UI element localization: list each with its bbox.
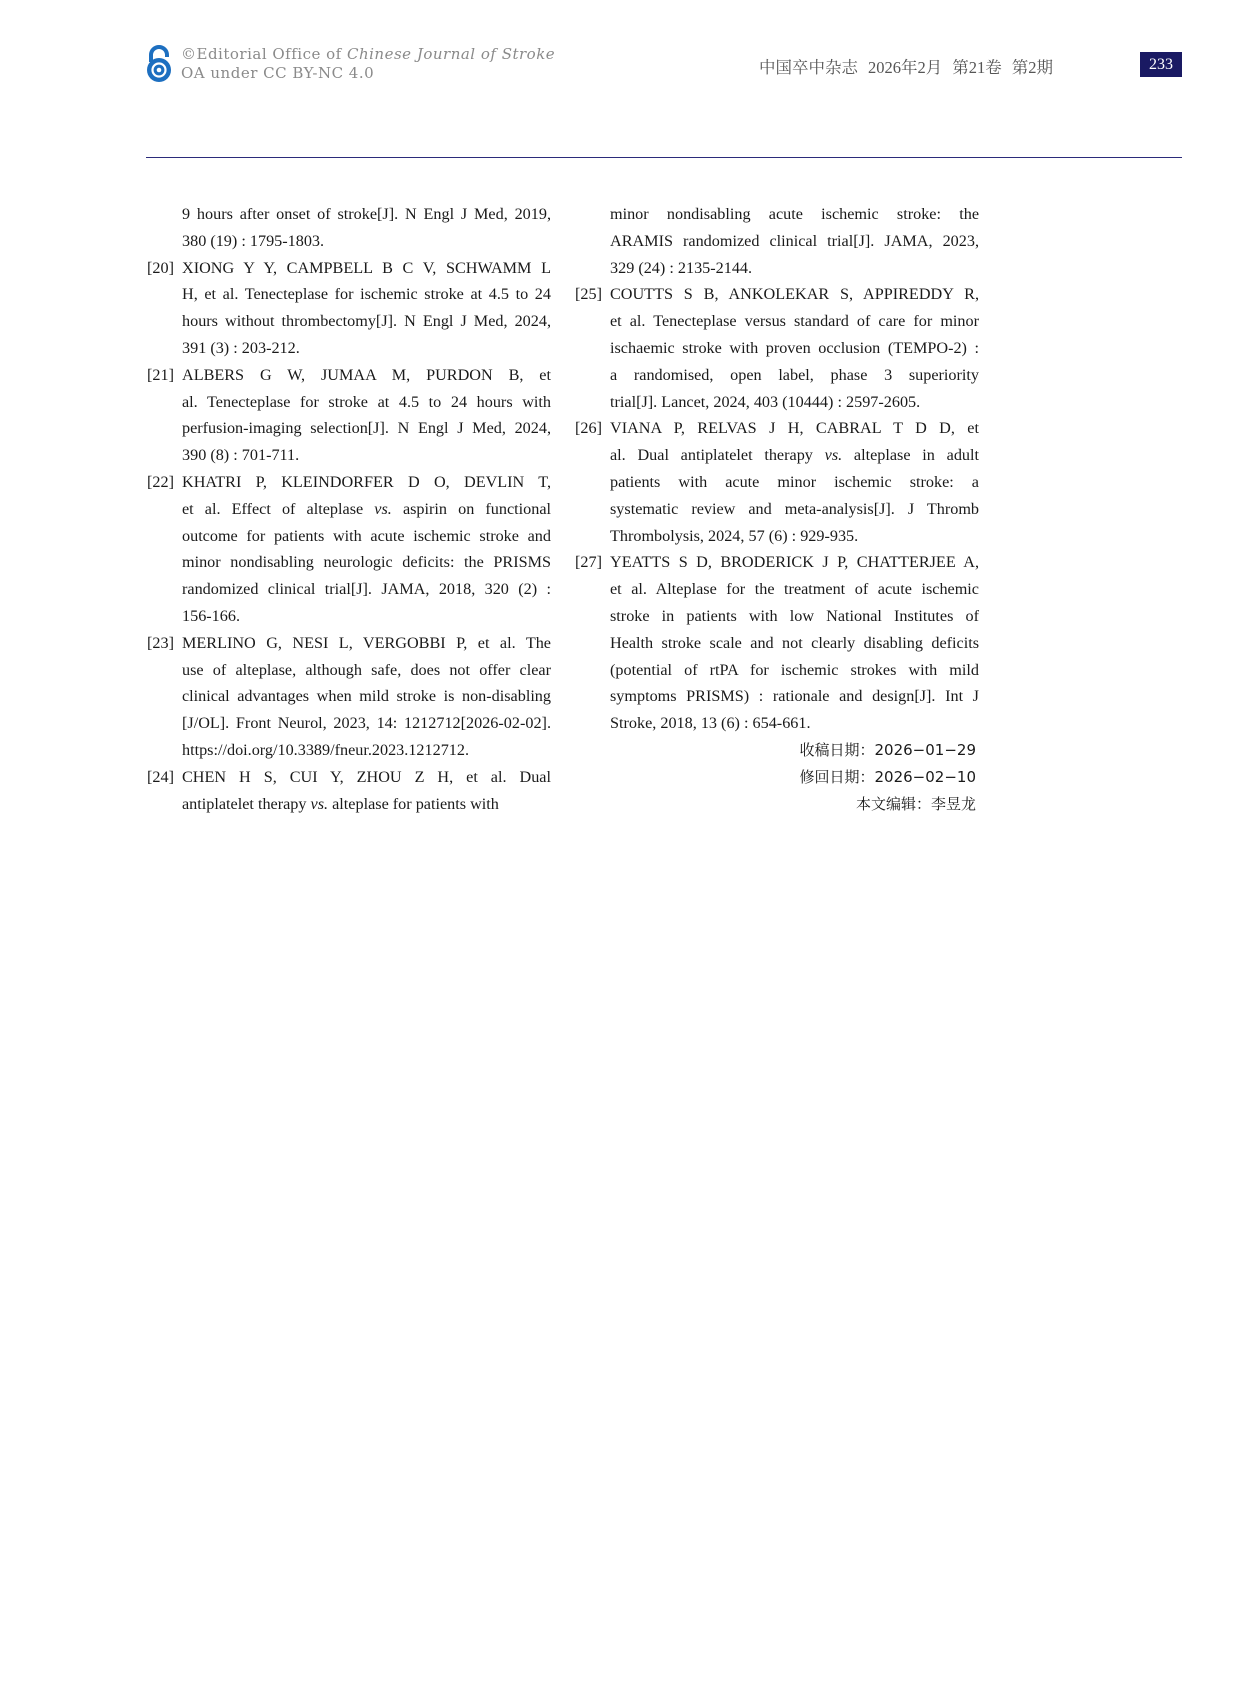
journal-name-en: Chinese Journal of Stroke: [347, 45, 556, 63]
reference-line: 391 (3) : 203-212.: [182, 338, 300, 357]
reference-line: https://doi.org/10.3389/fneur.2023.1212712.: [182, 740, 470, 759]
issue-date: 2026年2月: [868, 58, 943, 77]
reference-line: ARAMIS randomized clinical trial[J]. JAMA, 2023,: [610, 231, 979, 250]
reference-line: al. Dual antiplatelet therapy vs. alteplase in adult: [610, 446, 979, 465]
reference-line: VIANA P, RELVAS J H, CABRAL T D D, et: [610, 419, 979, 438]
reference-line: symptoms PRISMS) : rationale and design[J]. Int J: [610, 687, 979, 706]
reference-line: patients with acute minor ischemic stroke: a: [610, 472, 979, 491]
reference-item: [575, 549, 979, 737]
reference-line: CHEN H S, CUI Y, ZHOU Z H, et al. Dual: [182, 767, 551, 786]
reference-number: [24]: [147, 767, 174, 786]
reference-line: Health stroke scale and not clearly disabling deficits: [610, 633, 979, 652]
reference-line: (potential of rtPA for ischemic strokes with mild: [610, 660, 979, 679]
reference-line: minor nondisabling acute ischemic stroke: the: [610, 205, 979, 223]
header-divider: [146, 157, 1182, 158]
page-number: 233: [1140, 52, 1182, 77]
license-notice: [181, 45, 555, 83]
reference-line: clinical advantages when mild stroke is non-disabling: [182, 687, 551, 706]
reference-line: hours without thrombectomy[J]. N Engl J Med, 2024,: [182, 312, 551, 331]
reference-line: 329 (24) : 2135-2144.: [610, 258, 753, 277]
reference-item: [147, 362, 551, 469]
reference-line: YEATTS S D, BRODERICK J P, CHATTERJEE A,: [610, 553, 979, 572]
issue-number: 第2期: [1011, 58, 1053, 77]
copyright-text: ©Editorial Office of: [181, 45, 342, 63]
reference-item: [147, 201, 551, 255]
received-date: 收稿日期：2026−01−29: [799, 740, 976, 759]
reference-line: [J/OL]. Front Neurol, 2023, 14: 1212712[2026-02-02].: [182, 714, 551, 733]
reference-line: 390 (8) : 701-711.: [182, 446, 300, 465]
reference-number: [21]: [147, 365, 174, 384]
reference-line: XIONG Y Y, CAMPBELL B C V, SCHWAMM L: [182, 258, 551, 277]
reference-line: randomized clinical trial[J]. JAMA, 2018, 320 (2) :: [182, 580, 551, 599]
reference-number: [26]: [575, 419, 602, 438]
reference-line: 380 (19) : 1795-1803.: [182, 231, 325, 250]
reference-item: [147, 469, 551, 630]
reference-line: minor nondisabling neurologic deficits: the PRISMS: [182, 553, 551, 572]
journal-name-cn: 中国卒中杂志: [759, 58, 858, 77]
reference-number: [25]: [575, 285, 602, 304]
reference-line: Thrombolysis, 2024, 57 (6) : 929-935.: [610, 526, 859, 545]
editor-credit: 本文编辑：李昱龙: [855, 794, 976, 813]
open-access-lock-icon: [145, 45, 173, 83]
license-text: OA under CC BY-NC 4.0: [181, 64, 375, 82]
reference-item: [147, 630, 551, 764]
page-header: [0, 0, 1241, 160]
reference-line: KHATRI P, KLEINDORFER D O, DEVLIN T,: [182, 472, 551, 491]
reference-line: trial[J]. Lancet, 2024, 403 (10444) : 2597-2605.: [610, 392, 921, 411]
reference-number: [22]: [147, 472, 174, 491]
reference-line: systematic review and meta-analysis[J]. J Thromb: [610, 499, 979, 518]
reference-line: MERLINO G, NESI L, VERGOBBI P, et al. The: [182, 633, 551, 652]
reference-line: outcome for patients with acute ischemic stroke and: [182, 526, 551, 545]
reference-item: [575, 415, 979, 549]
reference-item: [147, 764, 551, 818]
reference-line: 156-166.: [182, 606, 240, 625]
reference-line: Stroke, 2018, 13 (6) : 654-661.: [610, 714, 811, 733]
running-head: [749, 54, 1053, 78]
reference-line: 9 hours after onset of stroke[J]. N Engl J Med, 2019,: [182, 205, 551, 223]
reference-number: [23]: [147, 633, 174, 652]
reference-line: COUTTS S B, ANKOLEKAR S, APPIREDDY R,: [610, 285, 979, 304]
references-right-column: [575, 201, 979, 817]
reference-item: [575, 201, 979, 281]
reference-line: stroke in patients with low National Institutes of: [610, 606, 979, 625]
reference-line: H, et al. Tenecteplase for ischemic stroke at 4.5 to 24: [182, 285, 551, 304]
reference-line: ischaemic stroke with proven occlusion (TEMPO-2) :: [610, 338, 979, 357]
reference-line: perfusion-imaging selection[J]. N Engl J Med, 2024,: [182, 419, 551, 438]
reference-line: et al. Tenecteplase versus standard of care for minor: [610, 312, 979, 331]
reference-item: [147, 255, 551, 362]
reference-number: [20]: [147, 258, 174, 277]
reference-line: ALBERS G W, JUMAA M, PURDON B, et: [182, 365, 551, 384]
reference-line: antiplatelet therapy vs. alteplase for patients with: [182, 794, 499, 813]
reference-line: et al. Alteplase for the treatment of acute ischemic: [610, 580, 979, 599]
reference-line: et al. Effect of alteplase vs. aspirin on functional: [182, 499, 552, 518]
reference-item: [575, 281, 979, 415]
reference-line: al. Tenecteplase for stroke at 4.5 to 24 hours with: [182, 392, 551, 411]
reference-line: use of alteplase, although safe, does not offer clear: [182, 660, 551, 679]
volume: 第21卷: [952, 58, 1002, 77]
reference-line: a randomised, open label, phase 3 superiority: [610, 365, 979, 384]
references-left-column: [147, 201, 551, 817]
reference-number: [27]: [575, 553, 602, 572]
revised-date: 修回日期：2026−02−10: [799, 767, 976, 786]
